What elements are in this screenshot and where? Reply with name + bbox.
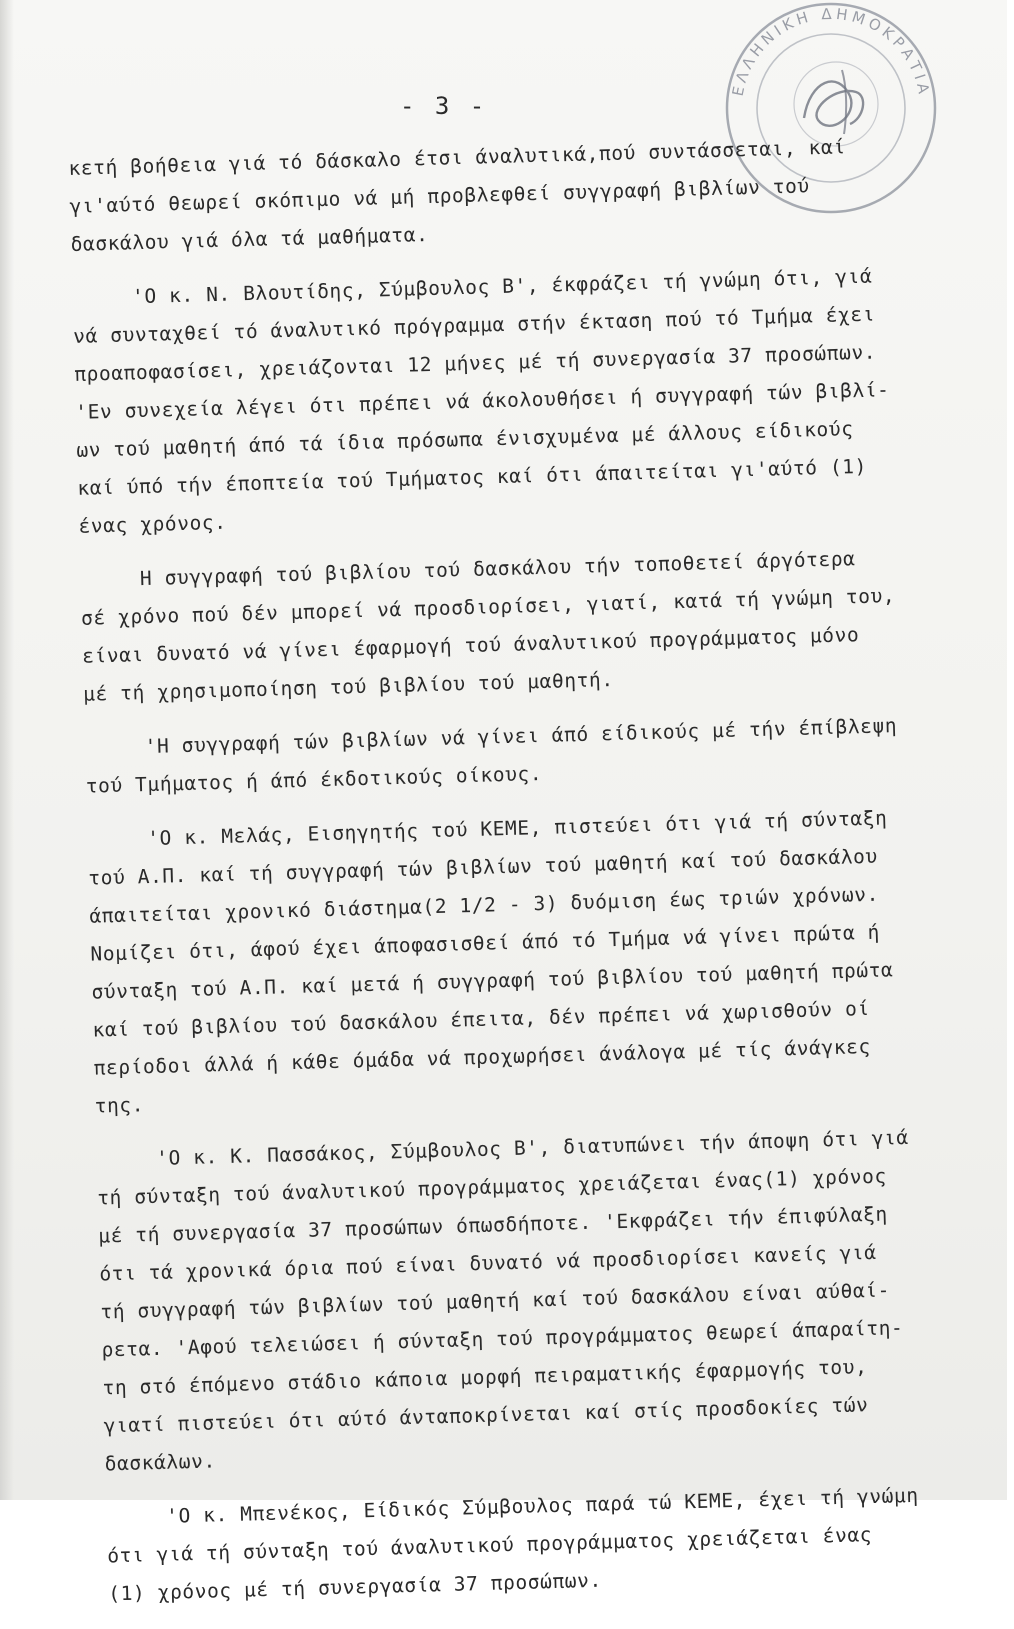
- text-line: κετή βοήθεια γιά τό δάσκαλο έτσι άναλυτικά,πού συντάσσεται, καί: [68, 135, 846, 180]
- text-line: ρετα. 'Αφού τελειώσει ή σύνταξη τού προγράμματος θεωρεί άπαραίτη-: [101, 1316, 904, 1362]
- text-line: μέ τή συνεργασία 37 προσώπων όπωσδήποτε. 'Εκφράζει τήν έπιφύλαξη: [98, 1202, 889, 1248]
- paragraph-7: [106, 1474, 1014, 1613]
- text-line: ότι τά χρονικά όρια πού είναι δυνατό νά προσδιορίσει κανείς γιά: [99, 1240, 877, 1286]
- text-line: γιατί πιστεύει ότι αύτό άνταποκρίνεται καί στίς προσδοκίες τών: [103, 1393, 869, 1438]
- text-line: είναι δυνατό νά γίνει έφαρμογή τού άναλυτικού προγράμματος μόνο: [81, 623, 860, 668]
- stamp-ring-text: ΕΛΛΗΝΙΚΗ ΔΗΜΟΚΡΑΤΙΑ: [728, 4, 934, 99]
- text-line: ένας χρόνος.: [78, 510, 227, 538]
- text-line: 'Ο κ. Μπενέκος, Είδικός Σύμβουλος παρά τώ ΚΕΜΕ, έχει τή γνώμη: [165, 1483, 919, 1528]
- text-line: τού Τμήματος ή άπό έκδοτικούς οίκους.: [85, 762, 543, 798]
- text-line: μέ τή χρησιμοποίηση τού βιβλίου τού μαθητή.: [82, 667, 614, 706]
- paragraph-2: [72, 255, 984, 546]
- text-line: δασκάλου γιά όλα τά μαθήματα.: [70, 222, 429, 256]
- text-line: (1) χρόνος μέ τή συνεργασία 37 προσώπων.: [108, 1568, 603, 1606]
- text-line: σέ χρόνο πού δέν μπορεί νά προσδιορίσει, γιατί, κατά τή γνώμη του,: [80, 584, 896, 630]
- text-line: καί ύπό τήν έποπτεία τού Τμήματος καί ότι άπαιτείται γι'αύτό (1): [77, 454, 868, 500]
- text-line: Η συγγραφή τού βιβλίου τού δασκάλου τήν τοποθετεί άργότερα: [139, 547, 856, 591]
- text-line: ων τού μαθητή άπό τά ίδια πρόσωπα ένισχυμένα μέ άλλους είδικούς: [76, 417, 854, 462]
- text-line: τή σύνταξη τού άναλυτικού προγράμματος χρειάζεται ένας(1) χρόνος: [96, 1164, 888, 1210]
- page-binding-shadow: [0, 0, 14, 1500]
- text-line: γι'αύτό θεωρεί σκόπιμο νά μή προβλεφθεί συγγραφή βιβλίων τού: [69, 174, 811, 218]
- text-line: 'Ο κ. Κ. Πασσάκος, Σύμβουλος Β', διατυπώνει τήν άποψη ότι γιά: [155, 1125, 909, 1170]
- text-line: της.: [94, 1093, 145, 1118]
- text-line: τή συγγραφή τών βιβλίων τού μαθητή καί τού δασκάλου είναι αύθαί-: [100, 1278, 891, 1324]
- text-line: νά συνταχθεί τό άναλυτικό πρόγραμμα στήν έκταση πού τό Τμήμα έχει: [72, 302, 876, 348]
- paragraph-6: [96, 1116, 1010, 1483]
- text-line: καί τού βιβλίου τού δασκάλου έπειτα, δέν πρέπει νά χωρισθούν οί: [92, 996, 871, 1042]
- text-line: δασκάλων.: [104, 1449, 217, 1476]
- text-line: τού Α.Π. καί τή συγγραφή τών βιβλίων τού μαθητή καί τού δασκάλου: [88, 844, 879, 890]
- text-line: τη στό έπόμενο στάδιο κάποια μορφή πειραματικής έφαρμογής του,: [102, 1355, 868, 1400]
- text-line: 'Εν συνεχεία λέγει ότι πρέπει νά άκολουθήσει ή συγγραφή τών βιβλί-: [75, 378, 890, 424]
- text-line: ότι γιά τή σύνταξη τού άναλυτικού προγράμματος χρειάζεται ένας: [106, 1523, 873, 1568]
- document-body: [68, 125, 1014, 1629]
- text-line: Νομίζει ότι, άφού έχει άποφασισθεί άπό τό Τμήμα νά γίνει πρώτα ή: [90, 920, 881, 966]
- text-line: άπαιτείται χρονικό διάστημα(2 1/2 - 3) δυόμιση έως τριών χρόνων.: [89, 882, 880, 928]
- paragraph-3: [80, 537, 989, 714]
- text-line: προαποφασίσει, χρειάζονται 12 μήνες μέ τή συνεργασία 37 προσώπων.: [73, 340, 877, 386]
- paragraph-4: [84, 705, 991, 806]
- paragraph-1: [68, 125, 976, 264]
- page-number: - 3 -: [400, 92, 488, 120]
- text-line: 'Ο κ. Ν. Βλουτίδης, Σύμβουλος Β', έκφράζει τή γνώμη ότι, γιά: [131, 264, 873, 309]
- text-line: σύνταξη τού Α.Π. καί μετά ή συγγραφή τού βιβλίου τού μαθητή πρώτα: [91, 958, 894, 1004]
- text-line: 'Η συγγραφή τών βιβλίων νά γίνει άπό είδικούς μέ τήν έπίβλεψη: [144, 714, 898, 759]
- paragraph-5: [87, 796, 1000, 1125]
- text-line: 'Ο κ. Μελάς, Εισηγητής τού ΚΕΜΕ, πιστεύει ότι γιά τή σύνταξη: [146, 806, 888, 851]
- svg-text:ΕΛΛΗΝΙΚΗ ΔΗΜΟΚΡΑΤΙΑ: [729, 5, 934, 99]
- text-line: περίοδοι άλλά ή κάθε όμάδα νά προχωρήσει άνάλογα μέ τίς άνάγκες: [93, 1034, 872, 1080]
